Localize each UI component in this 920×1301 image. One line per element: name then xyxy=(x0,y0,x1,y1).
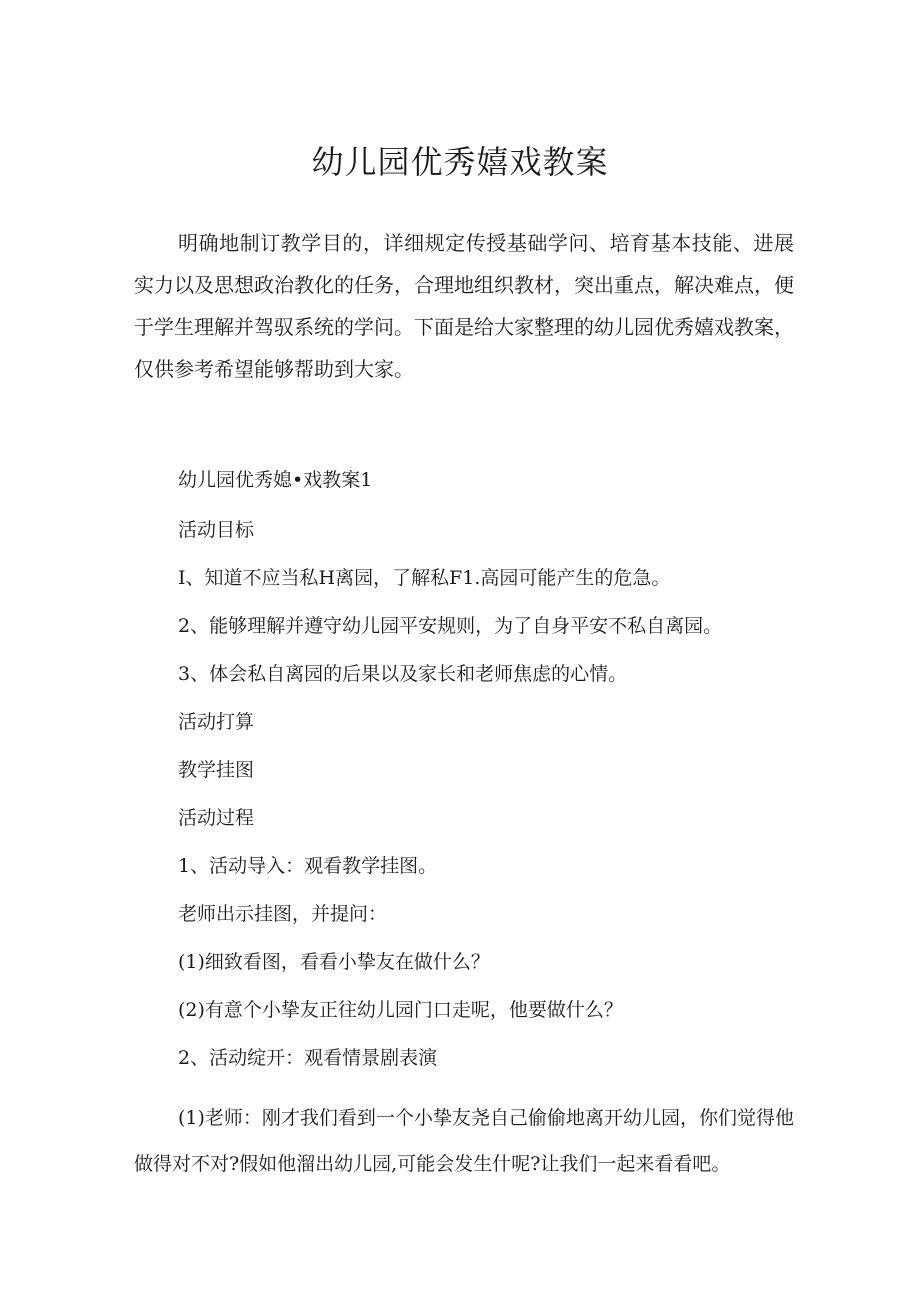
process-text: 老师出示挂图，并提问： xyxy=(178,903,388,925)
document-title: 幼儿园优秀嬉戏教案 xyxy=(311,143,609,181)
teacher-paragraph: (1)老师：刚才我们看到一个小挚友尧自己偷偷地离开幼儿园，你们觉得他做得对不对?假如他溜出幼儿园,可能会发生什呢?让我们一起来看看吧。 xyxy=(134,1107,794,1175)
question-1: (1)细致看图，看看小挚友在做什么？ xyxy=(178,951,490,973)
question-2: (2)有意个小挚友正往幼儿园门口走呢，他要做什么？ xyxy=(178,999,623,1021)
intro-paragraph: 明确地制订教学目的，详细规定传授基础学问、培育基本技能、进展实力以及思想政治教化的任务，合理地组织教材，突出重点，解决难点，便于学生理解并驾驭系统的学问。下面是给大家整理的幼儿园优秀嬉戏教案，仅供参考希望能够帮助到大家。 xyxy=(134,231,794,381)
process-step-2: 2、活动绽开：观看情景剧表演 xyxy=(178,1047,438,1069)
section-heading-preparation: 活动打算 xyxy=(178,711,255,733)
goal-item-2: 2、能够理解并遵守幼儿园平安规则，为了自身平安不私自离园。 xyxy=(178,615,723,637)
goal-item-3: 3、体会私自离园的后果以及家长和老师焦虑的心情。 xyxy=(178,663,628,685)
section-heading-goals: 活动目标 xyxy=(178,519,255,541)
lesson-heading: 幼儿园优秀媳•戏教案1 xyxy=(178,469,373,491)
goal-item-1: I、知道不应当私H离园，了解私F1.高园可能产生的危急。 xyxy=(178,567,671,589)
process-step-1: 1、活动导入：观看教学挂图。 xyxy=(178,855,438,877)
preparation-item: 教学挂图 xyxy=(178,759,255,781)
section-heading-process: 活动过程 xyxy=(178,807,255,829)
